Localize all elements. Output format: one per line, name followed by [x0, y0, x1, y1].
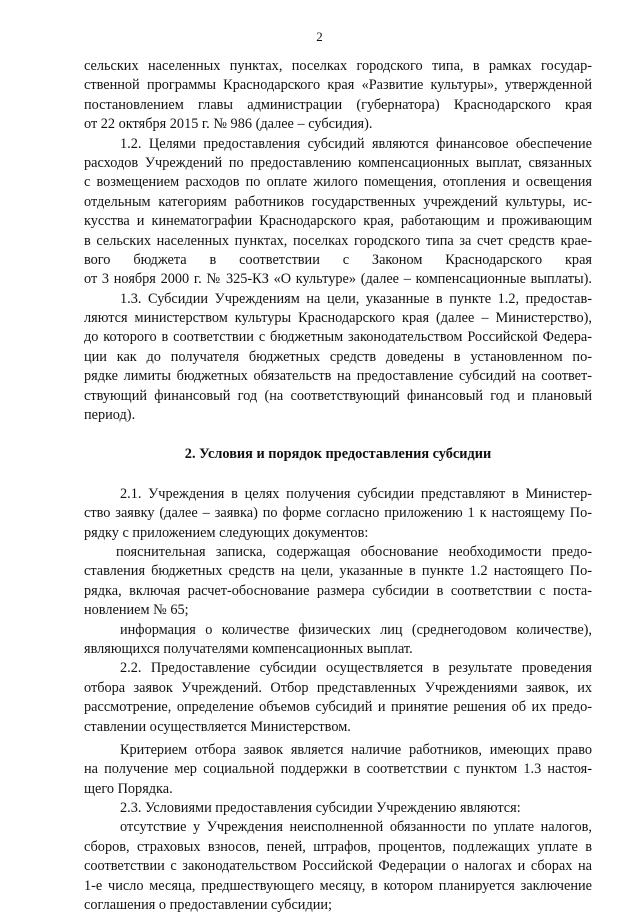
text-line: от 3 ноября 2000 г. № 325-КЗ «О культуре» (далее – компенсационные выплаты). [84, 271, 592, 288]
text-line: отдельным категориям работников государственных учреждений культуры, ис- [84, 193, 592, 210]
text-line: сельских населенных пунктах, поселках городского типа, в рамках государ- [84, 58, 592, 74]
text-line: ствующий финансовый год (на соответствующий финансовый год и плановый [84, 387, 592, 404]
text-line: отбора заявок Учреждений. Отбор представленных Учреждениями заявок, их [84, 679, 592, 696]
text-line: с возмещением расходов по оплате жилого помещения, отопления и освещения [84, 174, 592, 191]
paragraph-2-1 [84, 485, 592, 543]
text-line: ции как до получателя бюджетных средств доведены в установленном по- [84, 348, 592, 365]
text-line: сборов, страховых взносов, пеней, штрафов, процентов, подлежащих уплате в [84, 838, 592, 855]
text-line: 2.3. Условиями предоставления субсидии Учреждению являются: [120, 800, 521, 817]
text-line: на получение мер социальной поддержки в соответствии с пунктом 1.3 настоя- [84, 761, 592, 778]
section-heading: 2. Условия и порядок предоставления субсидии [184, 446, 492, 463]
paragraph-2-3 [84, 799, 592, 818]
text-line: ляются министерством культуры Краснодарского края (далее – Министерство), [84, 310, 592, 327]
paragraph-explanatory-note [84, 543, 592, 621]
text-line: пояснительная записка, содержащая обоснование необходимости предо- [116, 543, 592, 560]
text-line: кусства и кинематографии Краснодарского края, работающим и проживающим [84, 213, 592, 230]
text-line: ство заявку (далее – заявка) по форме согласно приложению 1 к настоящему По- [84, 505, 592, 522]
paragraph-1-3 [84, 290, 592, 426]
text-line: 2.1. Учреждения в целях получения субсидии представляют в Министер- [120, 485, 592, 502]
text-line: рассмотрение, определение объемов субсидий и принятие решения об их предо- [84, 699, 592, 716]
text-line: отсутствие у Учреждения неисполненной обязанности по уплате налогов, [120, 819, 592, 836]
text-line: ставления бюджетных средств на цели, указанные в пункте 1.2 настоящего По- [84, 563, 592, 580]
text-line: Критерием отбора заявок является наличие работников, имеющих право [120, 741, 592, 758]
text-line: 1.2. Целями предоставления субсидий являются финансовое обеспечение [120, 135, 592, 152]
paragraph-selection-criterion [84, 741, 592, 799]
text-line: до которого в соответствии с бюджетным законодательством Российской Федера- [84, 329, 592, 346]
text-line: щего Порядка. [84, 780, 173, 797]
text-line: от 22 октября 2015 г. № 986 (далее – субсидия). [84, 116, 373, 133]
text-line: ставлении осуществляется Министерством. [84, 718, 351, 735]
text-line: рядку с приложением следующих документов: [84, 524, 369, 541]
text-line: соответствии с законодательством Российской Федерации о налогах и сборах на [84, 858, 592, 875]
text-line: рядка, включая расчет-обоснование размера субсидии в соответствии с поста- [84, 582, 592, 599]
text-line: вого бюджета в соответствии с Законом Краснодарского края [84, 251, 592, 268]
paragraph-1-2 [84, 135, 592, 290]
text-line: соглашения о предоставлении субсидии; [84, 897, 332, 914]
text-line: постановлением главы администрации (губернатора) Краснодарского края [84, 96, 592, 113]
document-body [84, 57, 592, 915]
paragraph-no-tax-debt [84, 818, 592, 915]
text-line: в сельских населенных пунктах, поселках городского типа за счет средств крае- [84, 232, 592, 249]
text-line: информация о количестве физических лиц (среднегодовом количестве), [120, 621, 592, 638]
text-line: период). [84, 407, 136, 424]
paragraph-information [84, 621, 592, 660]
text-line: ственной программы Краснодарского края «Развитие культуры», утвержденной [84, 77, 592, 94]
text-line: 1-е число месяца, предшествующего месяцу, в котором планируется заключение [84, 877, 592, 894]
paragraph-intro-continuation [84, 57, 592, 135]
text-line: 1.3. Субсидии Учреждениям на цели, указанные в пункте 1.2, предостав- [120, 290, 592, 307]
page-number: 2 [316, 29, 323, 44]
paragraph-2-2 [84, 659, 592, 737]
text-line: 2.2. Предоставление субсидии осуществляется в результате проведения [120, 660, 592, 677]
text-line: рядке лимиты бюджетных обязательств на предоставление субсидий на соответ- [84, 368, 592, 385]
text-line: являющихся получателями компенсационных выплат. [84, 640, 413, 657]
text-line: расходов Учреждений по предоставлению компенсационных выплат, связанных [84, 154, 592, 171]
text-line: новлением № 65; [84, 602, 189, 619]
